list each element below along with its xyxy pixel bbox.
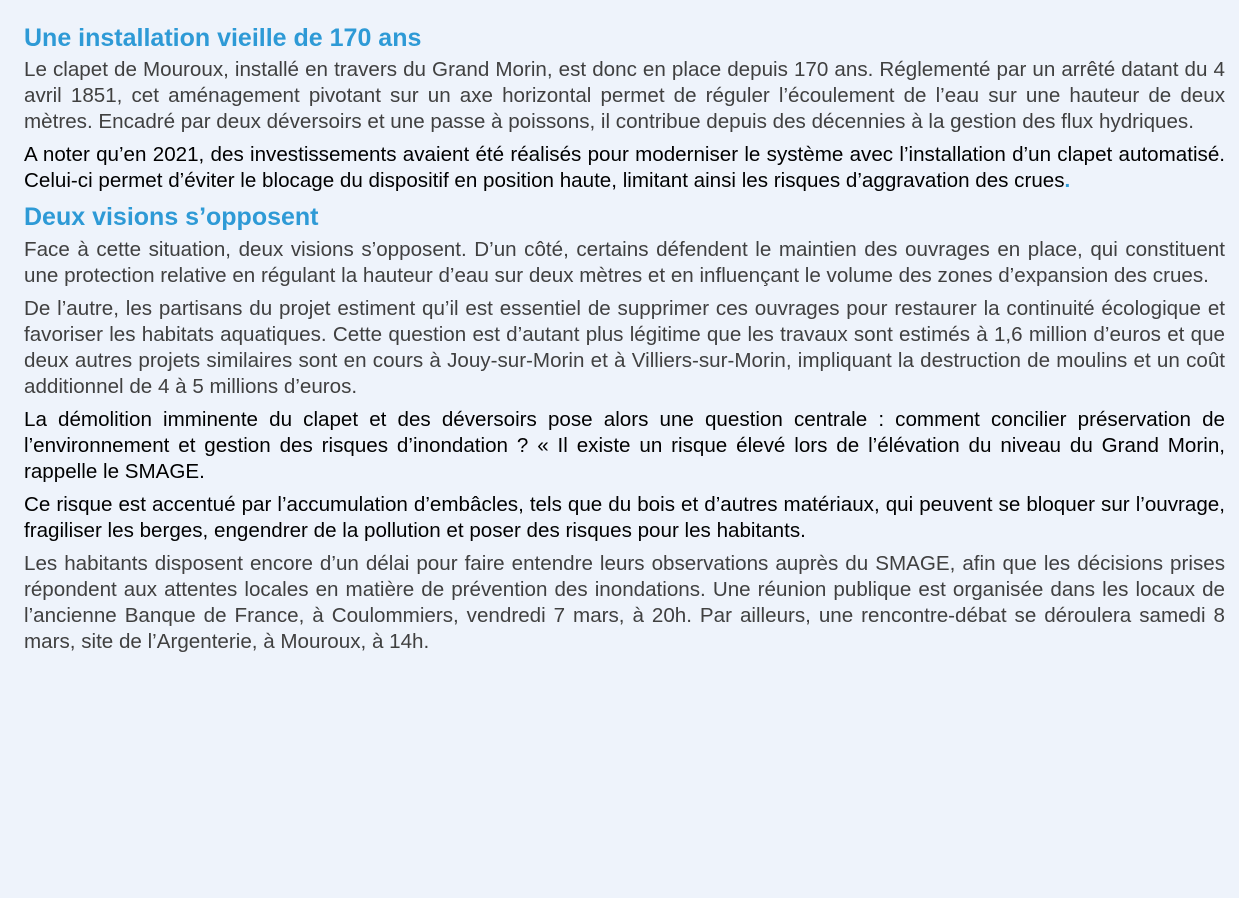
section-heading-visions: Deux visions s’opposent xyxy=(24,203,319,231)
paragraph-history: Le clapet de Mouroux, installé en travers du Grand Morin, est donc en place depuis 170 ans. Réglementé par un arrêté datant du 4 avril 1851, cet aménagement pivotant sur un axe horizontal permet de réguler l’écoulement de l’eau sur une hauteur de deux mètres. Encadré par deux déversoirs et une passe à poissons, il contribue depuis des décennies à la gestion des flux hydriques. xyxy=(24,58,1225,133)
paragraph-central-question: La démolition imminente du clapet et des déversoirs pose alors une question centrale : comment concilier préservation de l’environnement et gestion des risques d’inondation ? « Il existe un risque élevé lors de l’élévation du niveau du Grand Morin, rappelle le SMAGE. xyxy=(24,408,1225,483)
paragraph-maintain-side: Face à cette situation, deux visions s’opposent. D’un côté, certains défendent le maintien des ouvrages en place, qui constituent une protection relative en régulant la hauteur d’eau sur deux mètres et en influençant le volume des zones d’expansion des crues. xyxy=(24,238,1225,287)
paragraph-project-side: De l’autre, les partisans du projet estiment qu’il est essentiel de supprimer ces ouvrages pour restaurer la continuité écologique et favoriser les habitats aquatiques. Cette question est d’autant plus légitime que les travaux sont estimés à 1,6 million d’euros et que deux autres projets similaires sont en cours à Jouy-sur-Morin et à Villiers-sur-Morin, impliquant la destruction de moulins et un coût additionnel de 4 à 5 millions d’euros. xyxy=(24,297,1225,398)
paragraph-risk: Ce risque est accentué par l’accumulation d’embâcles, tels que du bois et d’autres matériaux, qui peuvent se bloquer sur l’ouvrage, fragiliser les berges, engendrer de la pollution et poser des risques pour les habitants. xyxy=(24,493,1225,542)
paragraph-modernisation xyxy=(24,142,1225,194)
paragraph-public-meeting: Les habitants disposent encore d’un délai pour faire entendre leurs observations auprès du SMAGE, afin que les décisions prises répondent aux attentes locales en matière de prévention des inondations. Une réunion publique est organisée dans les locaux de l’ancienne Banque de France, à Coulommiers, vendredi 7 mars, à 20h. Par ailleurs, une rencontre-débat se déroulera samedi 8 mars, site de l’Argenterie, à Mouroux, à 14h. xyxy=(24,552,1225,653)
section-heading-installation: Une installation vieille de 170 ans xyxy=(24,24,422,52)
accent-period: . xyxy=(1064,169,1071,192)
paragraph-modernisation-text: A noter qu’en 2021, des investissements avaient été réalisés pour moderniser le système avec l’installation d’un clapet automatisé. Celui-ci permet d’éviter le blocage du dispositif en position haute, limitant ainsi les risques d’aggravation des crues xyxy=(24,143,1225,192)
